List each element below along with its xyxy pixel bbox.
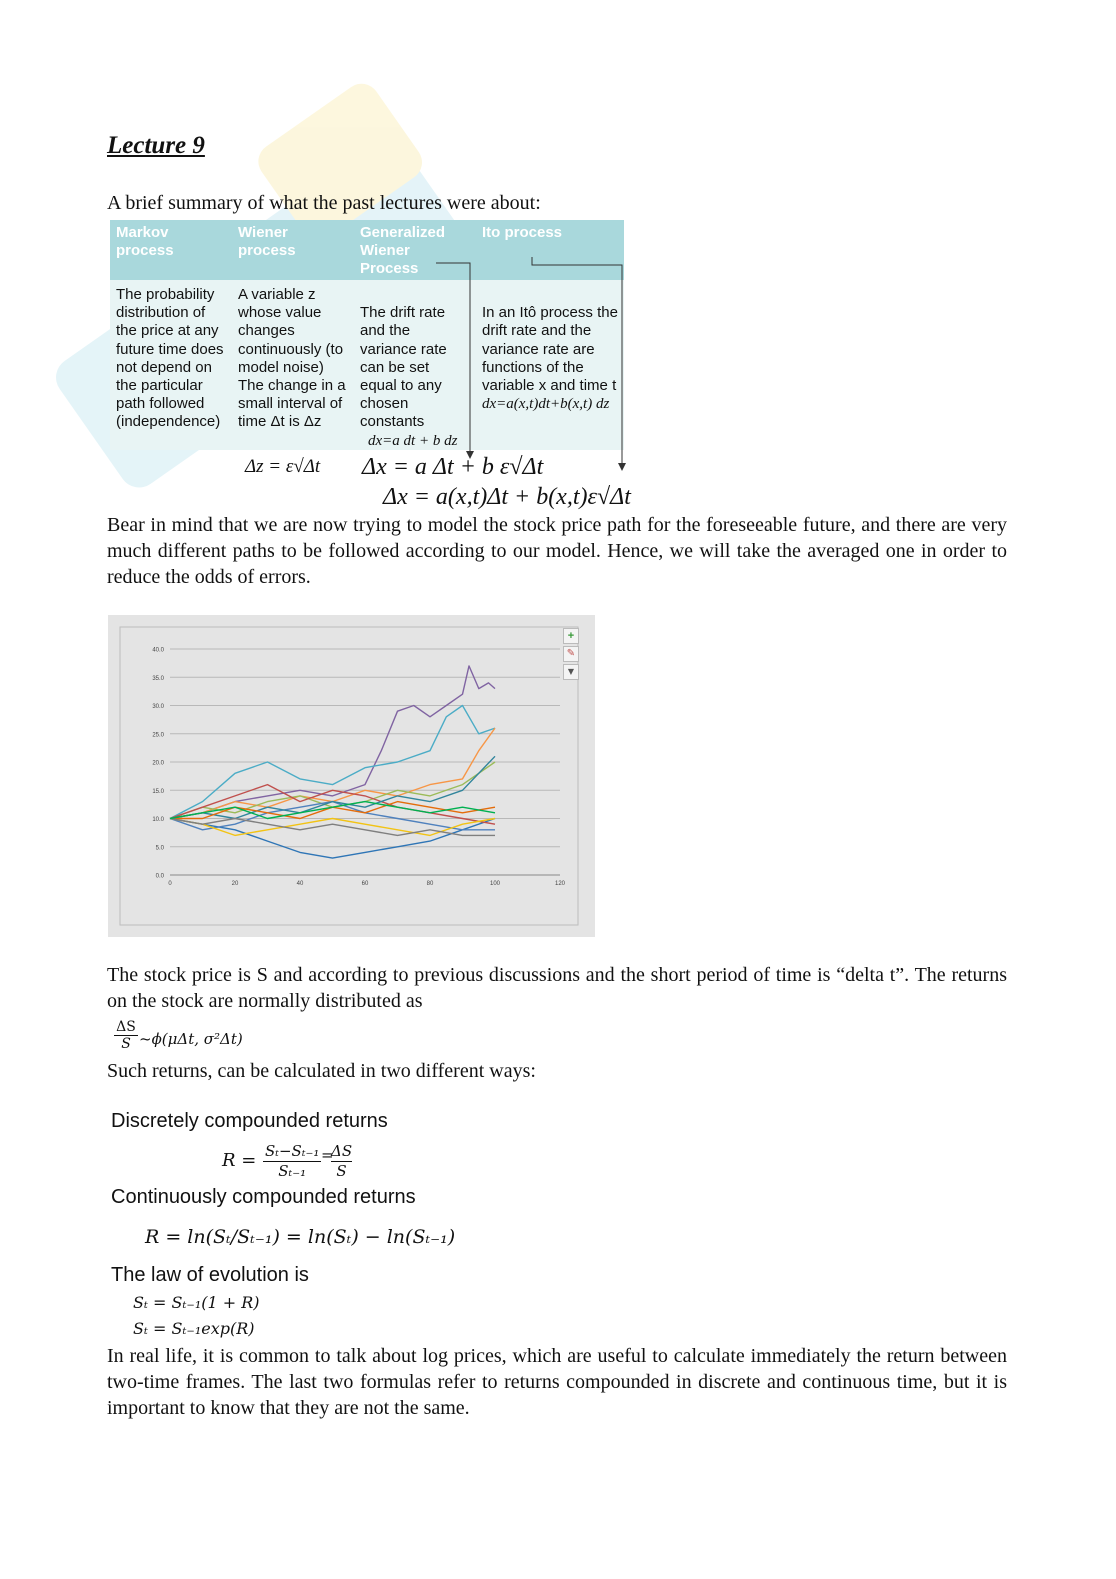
law-formula-discrete: Sₜ = Sₜ₋₁(1 + R)	[133, 1293, 260, 1312]
y-tick-label: 0.0	[155, 873, 164, 880]
y-tick-label: 35.0	[152, 675, 164, 682]
distribution-fraction	[114, 1019, 138, 1052]
equation-generalized: Δx = a Δt + b ε√Δt	[362, 454, 544, 480]
x-tick-label: 80	[426, 881, 434, 887]
discrete-denominator-2: S	[336, 1162, 347, 1180]
chart-style-button[interactable]: ✎	[563, 646, 579, 662]
discrete-denominator: Sₜ₋₁	[278, 1162, 307, 1180]
discrete-lhs: R =	[222, 1150, 257, 1171]
table-cell-wiener: A variable z whose value changes continuously (to model noise) The change in a small interval of time Δt is Δz	[238, 286, 346, 431]
x-tick-label: 120	[554, 881, 566, 887]
chart-container	[108, 615, 595, 937]
table-header-ito: Ito process	[482, 224, 563, 241]
paragraph-log-prices: In real life, it is common to talk about log prices, which are useful to calculate immediately the return between two-time frames. The last two formulas refer to returns compounded in discrete and continuous time, but it is important to know that they are not the same.	[107, 1345, 1007, 1419]
stock-paths-chart	[108, 615, 595, 937]
table-cell-generalized-text: The drift rate and the variance rate can be set equal to any chosen constants	[360, 304, 447, 431]
connector-arrows	[430, 255, 630, 475]
table-cell-ito-formula: dx=a(x,t)dt+b(x,t) dz	[482, 396, 610, 413]
table-header-generalized: Generalized Wiener Process	[360, 224, 446, 277]
distribution-numerator: ΔS	[114, 1019, 138, 1036]
paragraph-paths: Bear in mind that we are now trying to model the stock price path for the foreseeable future, and there are very much different paths to be followed according to our model. Hence, we will take the averaged one in order to reduce the odds of errors.	[107, 514, 1007, 588]
table-cell-generalized-formula: dx=a dt + b dz	[368, 432, 458, 449]
continuous-formula: R = ln(Sₜ/Sₜ₋₁) = ln(Sₜ) − ln(Sₜ₋₁)	[145, 1226, 456, 1248]
discrete-returns-title: Discretely compounded returns	[111, 1110, 388, 1132]
x-tick-label: 100	[489, 881, 501, 887]
chart-add-element-button[interactable]: +	[563, 628, 579, 644]
equation-wiener: Δz = ε√Δt	[245, 456, 321, 477]
x-tick-label: 40	[296, 881, 304, 887]
y-tick-label: 5.0	[155, 845, 164, 852]
chart-filter-button[interactable]: ▼	[563, 664, 579, 680]
paragraph-stock-price: The stock price is S and according to previous discussions and the short period of time is “delta t”. The returns on the stock are normally distributed as	[107, 964, 1007, 1012]
y-tick-label: 15.0	[152, 788, 164, 795]
series-line-path3	[170, 728, 495, 818]
y-tick-label: 25.0	[152, 732, 164, 739]
distribution-formula: ~ϕ(μΔt, σ²Δt)	[139, 1030, 243, 1048]
y-tick-label: 10.0	[152, 817, 164, 823]
discrete-fraction-1	[263, 1142, 321, 1181]
intro-text: A brief summary of what the past lectures were about:	[107, 192, 541, 214]
x-tick-label: 20	[231, 881, 239, 887]
discrete-fraction-2	[331, 1142, 352, 1181]
discrete-numerator-2: ΔS	[331, 1142, 353, 1160]
paragraph-two-ways: Such returns, can be calculated in two different ways:	[107, 1060, 536, 1082]
discrete-numerator: Sₜ−Sₜ₋₁	[265, 1142, 320, 1160]
table-header-markov: Markov process	[116, 224, 174, 259]
table-cell-markov: The probability distribution of the price at any future time does not depend on the particular path followed (independence)	[116, 286, 224, 431]
x-tick-label: 60	[361, 881, 369, 887]
law-formula-continuous: Sₜ = Sₜ₋₁exp(R)	[133, 1319, 255, 1338]
continuous-returns-title: Continuously compounded returns	[111, 1186, 416, 1208]
x-tick-label: 0	[168, 881, 172, 887]
law-of-evolution-title: The law of evolution is	[111, 1264, 309, 1286]
y-tick-label: 30.0	[152, 704, 164, 710]
equation-ito: Δx = a(x,t)Δt + b(x,t)ε√Δt	[383, 484, 631, 510]
y-tick-label: 20.0	[152, 760, 164, 767]
y-tick-label: 40.0	[152, 647, 164, 654]
table-header-wiener: Wiener process	[238, 224, 296, 259]
discrete-equals: =	[321, 1146, 334, 1164]
page-title: Lecture 9	[107, 132, 205, 159]
table-cell-ito-text: In an Itô process the drift rate and the variance rate are functions of the variable x and time t	[482, 304, 618, 395]
distribution-denominator: S	[121, 1036, 131, 1052]
